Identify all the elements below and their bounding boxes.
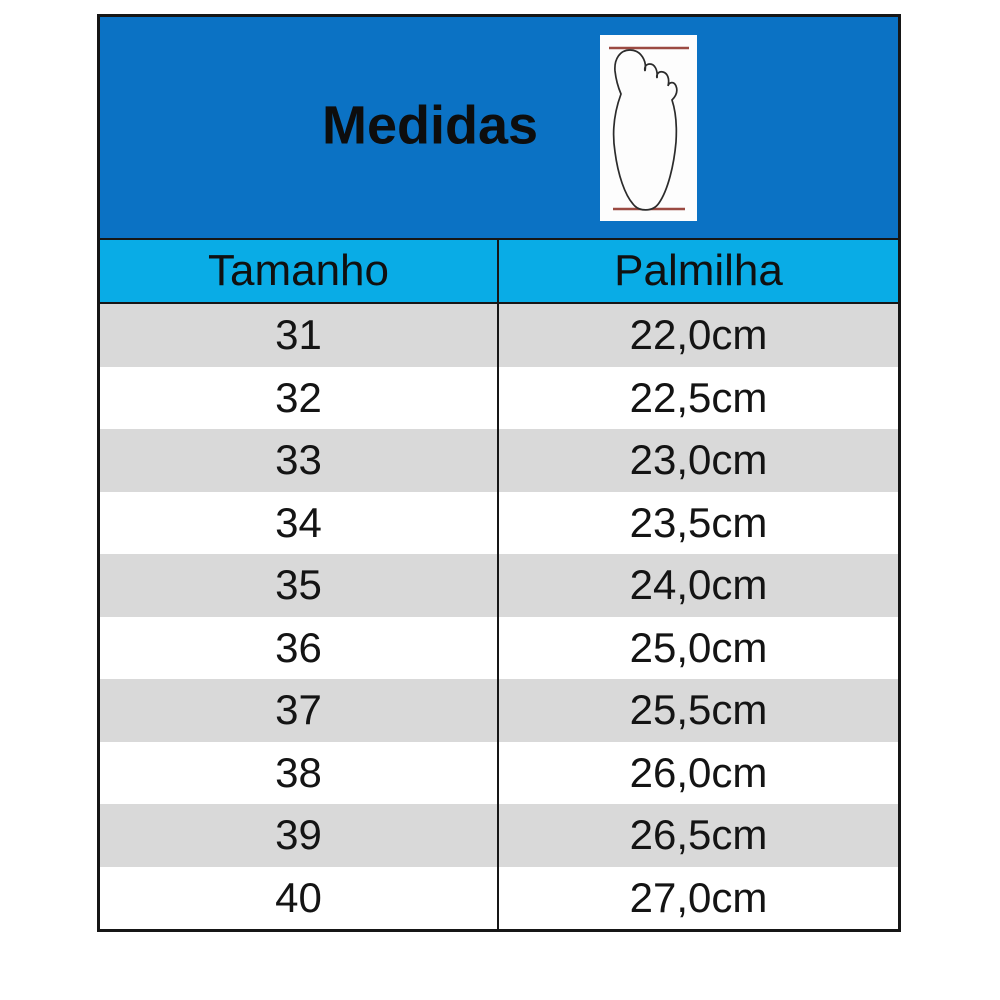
size-cell: 33	[100, 429, 499, 492]
size-cell: 31	[100, 304, 499, 367]
table-row	[100, 554, 898, 617]
insole-cell: 26,5cm	[629, 811, 768, 859]
size-cell: 38	[100, 742, 499, 805]
insole-cell: 26,0cm	[629, 748, 768, 796]
insole-cell: 27,0cm	[629, 873, 768, 921]
insole-cell: 25,5cm	[629, 686, 768, 734]
table-row	[100, 367, 898, 430]
table-row	[100, 429, 898, 492]
size-cell: 39	[100, 804, 499, 867]
table-row	[100, 304, 898, 367]
column-header-palmilha: Palmilha	[614, 246, 783, 295]
size-cell: 37	[100, 679, 499, 742]
column-header-row	[100, 238, 898, 304]
size-cell: 32	[100, 367, 499, 430]
insole-cell: 24,0cm	[629, 561, 768, 609]
table-row	[100, 804, 898, 867]
table-row	[100, 742, 898, 805]
size-chart-table	[97, 14, 901, 932]
table-row	[100, 617, 898, 680]
insole-cell: 23,5cm	[629, 498, 768, 546]
insole-cell: 22,0cm	[629, 311, 768, 359]
insole-cell: 22,5cm	[629, 373, 768, 421]
table-body	[100, 304, 898, 929]
table-row	[100, 867, 898, 930]
table-row	[100, 679, 898, 742]
table-row	[100, 492, 898, 555]
size-cell: 34	[100, 492, 499, 555]
chart-title: Medidas	[321, 95, 539, 156]
insole-cell: 25,0cm	[629, 623, 768, 671]
size-cell: 36	[100, 617, 499, 680]
size-cell: 35	[100, 554, 499, 617]
foot-outline-icon	[600, 35, 697, 221]
chart-header-banner	[100, 17, 898, 238]
insole-cell: 23,0cm	[629, 436, 768, 484]
size-cell: 40	[100, 867, 499, 930]
column-header-tamanho: Tamanho	[100, 240, 499, 302]
